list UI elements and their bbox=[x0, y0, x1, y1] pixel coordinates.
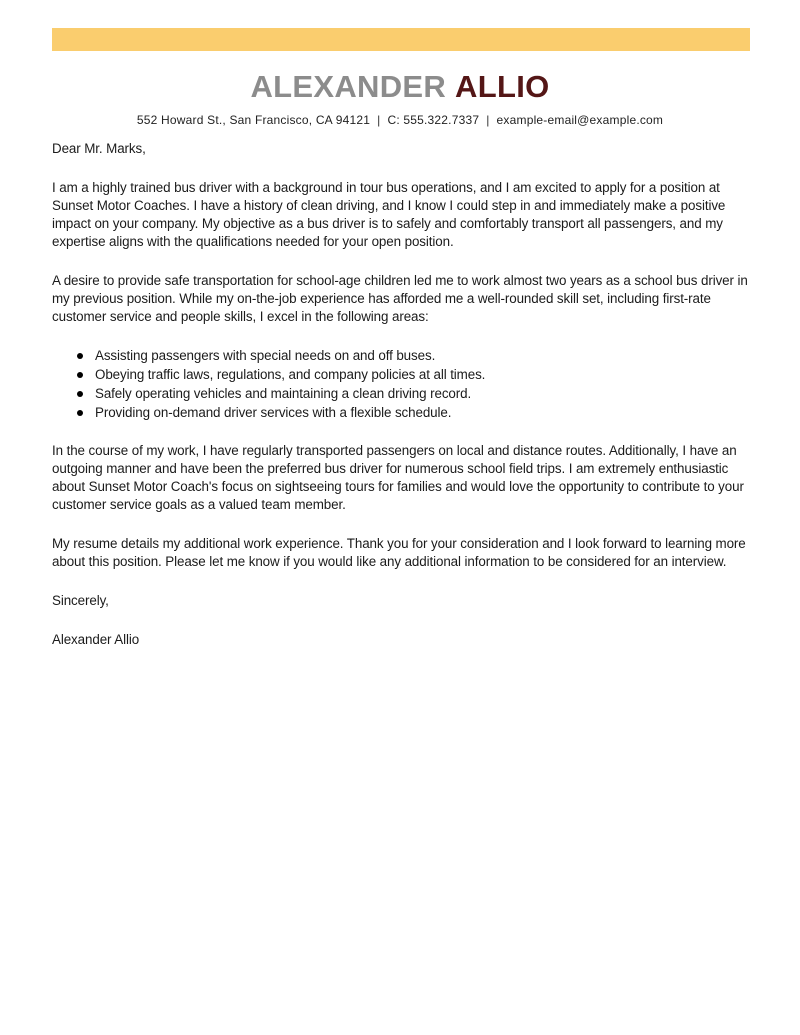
bullet-item: Providing on-demand driver services with a flexible schedule. bbox=[52, 403, 750, 422]
closing: Sincerely, bbox=[52, 593, 109, 608]
bullet-item: Assisting passengers with special needs on and off buses. bbox=[52, 346, 750, 365]
contact-address: 552 Howard St., San Francisco, CA 94121 bbox=[136, 113, 371, 127]
contact-phone: C: 555.322.7337 bbox=[387, 113, 480, 127]
bullet-item: Obeying traffic laws, regulations, and company policies at all times. bbox=[52, 365, 750, 384]
signature-name: Alexander Allio bbox=[52, 632, 140, 647]
letter-body bbox=[52, 140, 750, 670]
applicant-first-name: ALEXANDER bbox=[250, 69, 447, 104]
contact-email: example-email@example.com bbox=[496, 113, 664, 127]
skills-bullet-list bbox=[52, 346, 750, 422]
contact-line bbox=[0, 113, 800, 127]
contact-separator: | bbox=[486, 113, 490, 127]
header-accent-banner bbox=[52, 28, 750, 51]
applicant-name bbox=[0, 69, 800, 105]
contact-separator: | bbox=[377, 113, 381, 127]
paragraph-accomplishments: In the course of my work, I have regularly transported passengers on local and distance routes. Additionally, I have an outgoing manner and have been the preferred bus driver for numerous school field trips. I am extremely enthusiastic about Sunset Motor Coach's focus on sightseeing tours for families and would love the opportunity to contribute to your customer service goals as a valued team member. bbox=[52, 443, 744, 512]
paragraph-thanks: My resume details my additional work experience. Thank you for your consideration and I look forward to learning more about this position. Please let me know if you would like any additional information to be considered for an interview. bbox=[52, 536, 746, 569]
bullet-item: Safely operating vehicles and maintaining a clean driving record. bbox=[52, 384, 750, 403]
paragraph-intro: I am a highly trained bus driver with a background in tour bus operations, and I am excited to apply for a position at Sunset Motor Coaches. I have a history of clean driving, and I know I could step in and immediately make a positive impact on your company. My objective as a bus driver is to safely and comfortably transport all passengers, and my expertise aligns with the qualifications needed for your open position. bbox=[52, 180, 726, 249]
applicant-last-name: ALLIO bbox=[455, 69, 550, 104]
paragraph-experience: A desire to provide safe transportation for school-age children led me to work almost two years as a school bus driver in my previous position. While my on-the-job experience has afforded me a well-rounded skill set, including first-rate customer service and people skills, I excel in the following areas: bbox=[52, 273, 748, 324]
salutation: Dear Mr. Marks, bbox=[52, 141, 146, 156]
